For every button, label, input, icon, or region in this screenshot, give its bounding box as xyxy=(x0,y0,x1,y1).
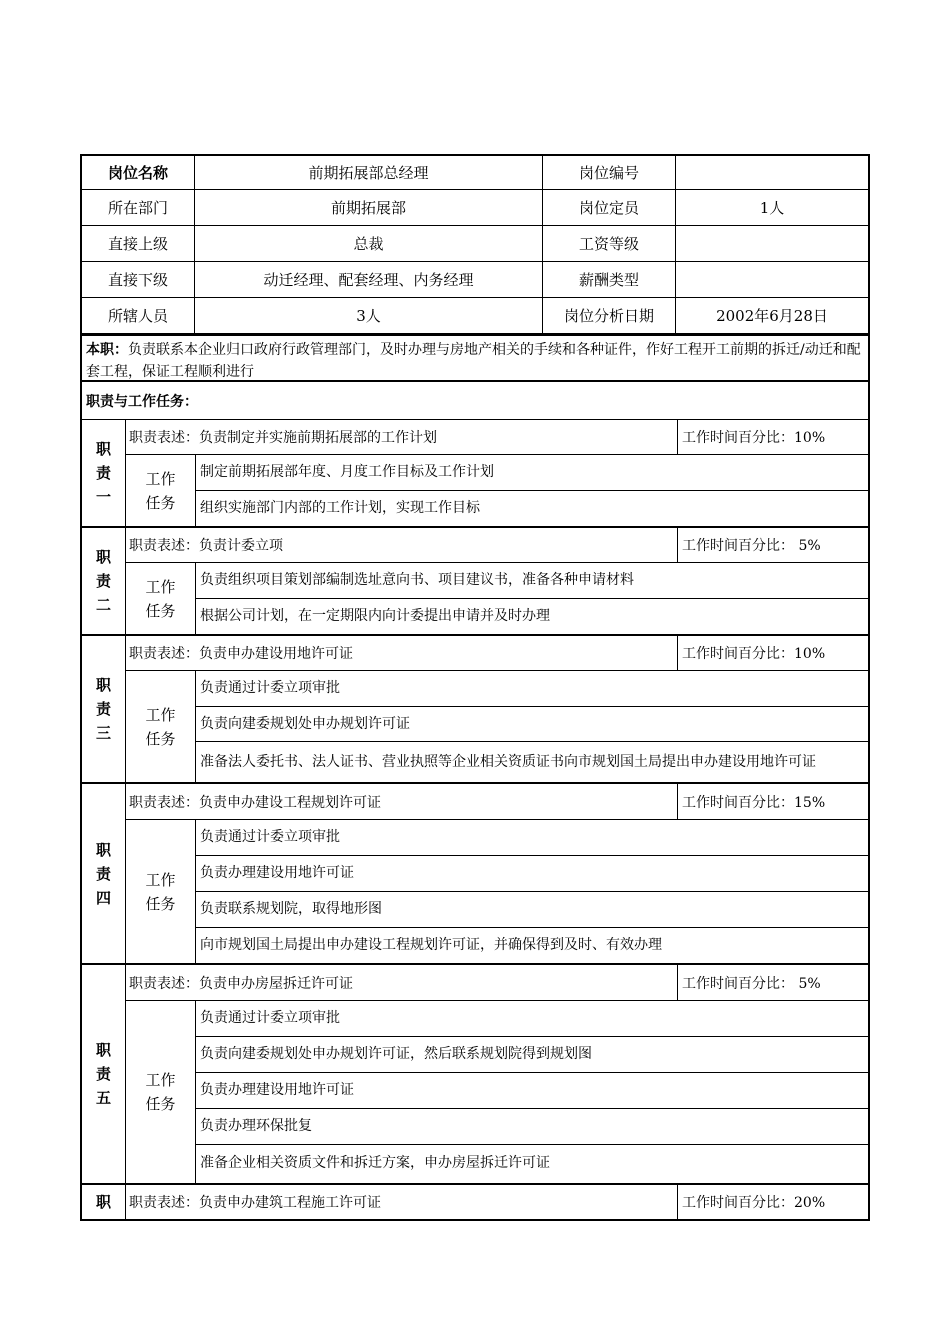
duty-block xyxy=(80,1185,870,1221)
header-row-staff xyxy=(80,298,870,334)
task-item: 负责办理环保批复 xyxy=(196,1109,868,1145)
value-staff: 3人 xyxy=(195,298,543,334)
task-label: 工作任务 xyxy=(126,1001,196,1183)
duty-label: 职责三 xyxy=(82,636,126,782)
duty-desc-row xyxy=(126,528,868,563)
label-staff: 所辖人员 xyxy=(80,298,195,334)
task-item: 准备企业相关资质文件和拆迁方案，申办房屋拆迁许可证 xyxy=(200,1155,550,1171)
value-headcount: 1人 xyxy=(676,190,870,226)
duty-label: 职责五 xyxy=(82,965,126,1183)
duty-description: 职责表述：负责申办建筑工程施工许可证 xyxy=(126,1185,678,1219)
label-department: 所在部门 xyxy=(80,190,195,226)
task-label: 工作任务 xyxy=(126,455,196,526)
task-item: 负责向建委规划处申办规划许可证 xyxy=(196,707,868,742)
task-item: 根据公司计划，在一定期限内向计委提出申请并及时办理 xyxy=(200,608,550,624)
duty-time-percent: 工作时间百分比：20% xyxy=(682,1195,826,1211)
header-row-superior xyxy=(80,226,870,262)
duty-block xyxy=(80,636,870,784)
duty-time-percent: 工作时间百分比： 5% xyxy=(682,538,821,554)
value-analysis-date: 2002年6月28日 xyxy=(676,298,870,334)
duty-time-percent: 工作时间百分比：15% xyxy=(682,794,826,811)
task-label: 工作任务 xyxy=(126,671,196,782)
duty-description: 职责表述：负责计委立项 xyxy=(126,528,678,562)
task-item: 负责向建委规划处申办规划许可证，然后联系规划院得到规划图 xyxy=(196,1037,868,1073)
duty-block xyxy=(80,528,870,636)
duty-block xyxy=(80,784,870,965)
label-analysis-date: 岗位分析日期 xyxy=(543,298,676,334)
job-summary xyxy=(80,334,870,382)
task-item: 负责组织项目策划部编制选址意向书、项目建议书，准备各种申请材料 xyxy=(196,563,868,599)
duty-label: 职责四 xyxy=(82,784,126,963)
label-superior: 直接上级 xyxy=(80,226,195,262)
label-position-code: 岗位编号 xyxy=(543,154,676,190)
duty-desc-row xyxy=(126,420,868,455)
duty-time-percent: 工作时间百分比：10% xyxy=(682,430,826,446)
duty-label: 职责一 xyxy=(82,420,126,526)
label-salary-grade: 工资等级 xyxy=(543,226,676,262)
label-subordinates: 直接下级 xyxy=(80,262,195,298)
job-description-table xyxy=(80,154,870,1221)
task-item: 负责办理建设用地许可证 xyxy=(196,1073,868,1109)
value-subordinates: 动迁经理、配套经理、内务经理 xyxy=(195,262,543,298)
duty-label: 职责二 xyxy=(82,528,126,634)
value-position-name: 前期拓展部总经理 xyxy=(195,154,543,190)
duty-block xyxy=(80,420,870,528)
duty-desc-row xyxy=(126,965,868,1001)
task-item: 负责通过计委立项审批 xyxy=(196,820,868,856)
job-summary-text: 负责联系本企业归口政府行政管理部门，及时办理与房地产相关的手续和各种证件，作好工程开工前期的拆迁/动迁和配套工程，保证工程顺利进行 xyxy=(86,342,861,380)
duty-time-percent: 工作时间百分比：10% xyxy=(682,646,826,662)
value-pay-type xyxy=(676,262,870,298)
value-superior: 总裁 xyxy=(195,226,543,262)
label-headcount: 岗位定员 xyxy=(543,190,676,226)
label-pay-type: 薪酬类型 xyxy=(543,262,676,298)
task-label: 工作任务 xyxy=(126,820,196,963)
duty-description: 职责表述：负责申办建设用地许可证 xyxy=(126,636,678,670)
task-item: 负责通过计委立项审批 xyxy=(196,671,868,707)
duty-desc-row xyxy=(126,636,868,671)
job-summary-label: 本职： xyxy=(86,342,128,358)
duty-label: 职 xyxy=(82,1185,126,1219)
duty-description: 职责表述：负责申办房屋拆迁许可证 xyxy=(126,965,678,1000)
duty-desc-row xyxy=(126,784,868,820)
task-item: 准备法人委托书、法人证书、营业执照等企业相关资质证书向市规划国土局提出申办建设用地许可证 xyxy=(200,753,816,770)
value-salary-grade xyxy=(676,226,870,262)
value-department: 前期拓展部 xyxy=(195,190,543,226)
label-position-name: 岗位名称 xyxy=(80,154,195,190)
header-row-department xyxy=(80,190,870,226)
task-item: 负责办理建设用地许可证 xyxy=(196,856,868,892)
task-item: 组织实施部门内部的工作计划，实现工作目标 xyxy=(200,500,480,516)
task-item: 制定前期拓展部年度、月度工作目标及工作计划 xyxy=(196,455,868,491)
duty-description: 职责表述：负责申办建设工程规划许可证 xyxy=(126,784,678,819)
task-label: 工作任务 xyxy=(126,563,196,634)
duty-time-percent: 工作时间百分比： 5% xyxy=(682,975,821,992)
header-row-subordinates xyxy=(80,262,870,298)
duty-description: 职责表述：负责制定并实施前期拓展部的工作计划 xyxy=(126,420,678,454)
value-position-code xyxy=(676,154,870,190)
section-title: 职责与工作任务： xyxy=(80,382,870,420)
header-row-name xyxy=(80,154,870,190)
duty-block xyxy=(80,965,870,1185)
task-item: 负责联系规划院，取得地形图 xyxy=(196,892,868,928)
task-item: 负责通过计委立项审批 xyxy=(196,1001,868,1037)
duty-desc-row xyxy=(126,1185,868,1219)
task-item: 向市规划国土局提出申办建设工程规划许可证，并确保得到及时、有效办理 xyxy=(200,937,662,953)
